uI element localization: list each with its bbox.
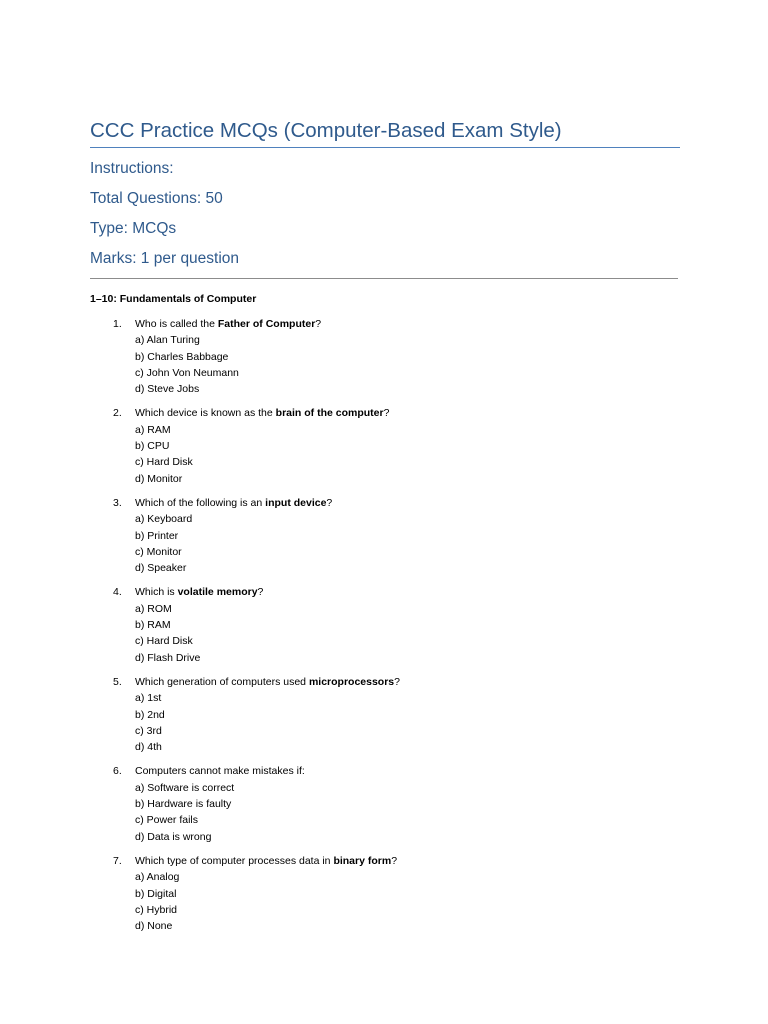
question-item bbox=[90, 495, 680, 576]
answer-option: d) 4th bbox=[135, 741, 162, 754]
question-text bbox=[135, 316, 680, 332]
question-text-lead: Computers cannot make mistakes if: bbox=[135, 765, 305, 778]
question-text-lead: Which is bbox=[135, 586, 178, 599]
question-item bbox=[90, 853, 680, 934]
answer-option: d) Monitor bbox=[135, 472, 183, 485]
question-item bbox=[90, 405, 680, 486]
question-number: 2. bbox=[113, 407, 122, 420]
answer-option: c) John Von Neumann bbox=[135, 366, 239, 379]
answer-option: d) None bbox=[135, 920, 173, 933]
marks-info: Marks: 1 per question bbox=[90, 250, 240, 267]
question-number: 5. bbox=[113, 675, 122, 688]
answer-option: d) Flash Drive bbox=[135, 651, 201, 664]
instructions-label: Instructions: bbox=[90, 160, 174, 177]
question-text bbox=[135, 674, 680, 690]
answer-option: a) ROM bbox=[135, 602, 172, 615]
answer-option: c) Monitor bbox=[135, 545, 182, 558]
answer-option: c) 3rd bbox=[135, 724, 162, 737]
question-keyword: binary form bbox=[333, 854, 392, 867]
answer-option: b) Charles Babbage bbox=[135, 350, 229, 363]
question-keyword: microprocessors bbox=[308, 675, 395, 688]
question-text bbox=[135, 853, 680, 869]
question-number: 4. bbox=[113, 586, 122, 599]
question-text bbox=[135, 584, 680, 600]
answer-option: a) 1st bbox=[135, 692, 162, 705]
answer-option: d) Data is wrong bbox=[135, 830, 212, 843]
question-number: 7. bbox=[113, 854, 122, 867]
answer-option: b) RAM bbox=[135, 619, 171, 632]
question-keyword: Father of Computer bbox=[217, 318, 316, 330]
answer-option: b) Digital bbox=[135, 887, 177, 900]
question-type: Type: MCQs bbox=[90, 220, 177, 237]
question-text-lead: Which type of computer processes data in bbox=[135, 854, 334, 867]
document-page bbox=[90, 118, 680, 942]
question-text-lead: Who is called the bbox=[135, 318, 218, 330]
question-item bbox=[90, 316, 680, 397]
answer-option: d) Steve Jobs bbox=[135, 383, 200, 396]
question-text bbox=[135, 405, 680, 421]
answer-option: d) Speaker bbox=[135, 562, 187, 575]
answer-option: b) Printer bbox=[135, 529, 179, 542]
answer-option: a) Alan Turing bbox=[135, 334, 200, 347]
question-text-tail: ? bbox=[326, 496, 333, 509]
answer-option: b) CPU bbox=[135, 440, 170, 453]
question-text-tail: ? bbox=[391, 854, 398, 867]
question-text-lead: Which device is known as the bbox=[135, 407, 276, 420]
question-item bbox=[90, 763, 680, 844]
question-number: 1. bbox=[113, 318, 122, 330]
question-item bbox=[90, 584, 680, 665]
question-text-tail: ? bbox=[315, 318, 322, 330]
question-keyword: input device bbox=[265, 496, 327, 509]
section-divider bbox=[90, 278, 678, 279]
answer-option: c) Power fails bbox=[135, 814, 199, 827]
question-keyword: volatile memory bbox=[177, 586, 258, 599]
answer-option: c) Hard Disk bbox=[135, 456, 193, 469]
answer-option: c) Hard Disk bbox=[135, 635, 193, 648]
answer-option: a) Keyboard bbox=[135, 513, 193, 526]
answer-option: c) Hybrid bbox=[135, 903, 178, 916]
question-text bbox=[135, 495, 680, 511]
question-number: 3. bbox=[113, 496, 122, 509]
question-list bbox=[90, 316, 680, 934]
answer-option: b) Hardware is faulty bbox=[135, 798, 232, 811]
question-item bbox=[90, 674, 680, 755]
answer-option: b) 2nd bbox=[135, 708, 165, 721]
document-title: CCC Practice MCQs (Computer-Based Exam Style) bbox=[90, 118, 680, 148]
question-text-lead: Which generation of computers used bbox=[135, 675, 309, 688]
question-text-lead: Which of the following is an bbox=[135, 496, 266, 509]
question-text-tail: ? bbox=[383, 407, 390, 420]
question-text bbox=[135, 763, 680, 779]
question-text-tail: ? bbox=[394, 675, 400, 688]
answer-option: a) Software is correct bbox=[135, 781, 235, 794]
question-text-tail: ? bbox=[257, 586, 264, 599]
question-number: 6. bbox=[113, 765, 122, 778]
answer-option: a) Analog bbox=[135, 871, 180, 884]
answer-option: a) RAM bbox=[135, 423, 171, 436]
total-questions: Total Questions: 50 bbox=[90, 190, 223, 207]
question-keyword: brain of the computer bbox=[275, 407, 384, 420]
section-heading: 1–10: Fundamentals of Computer bbox=[90, 293, 257, 305]
